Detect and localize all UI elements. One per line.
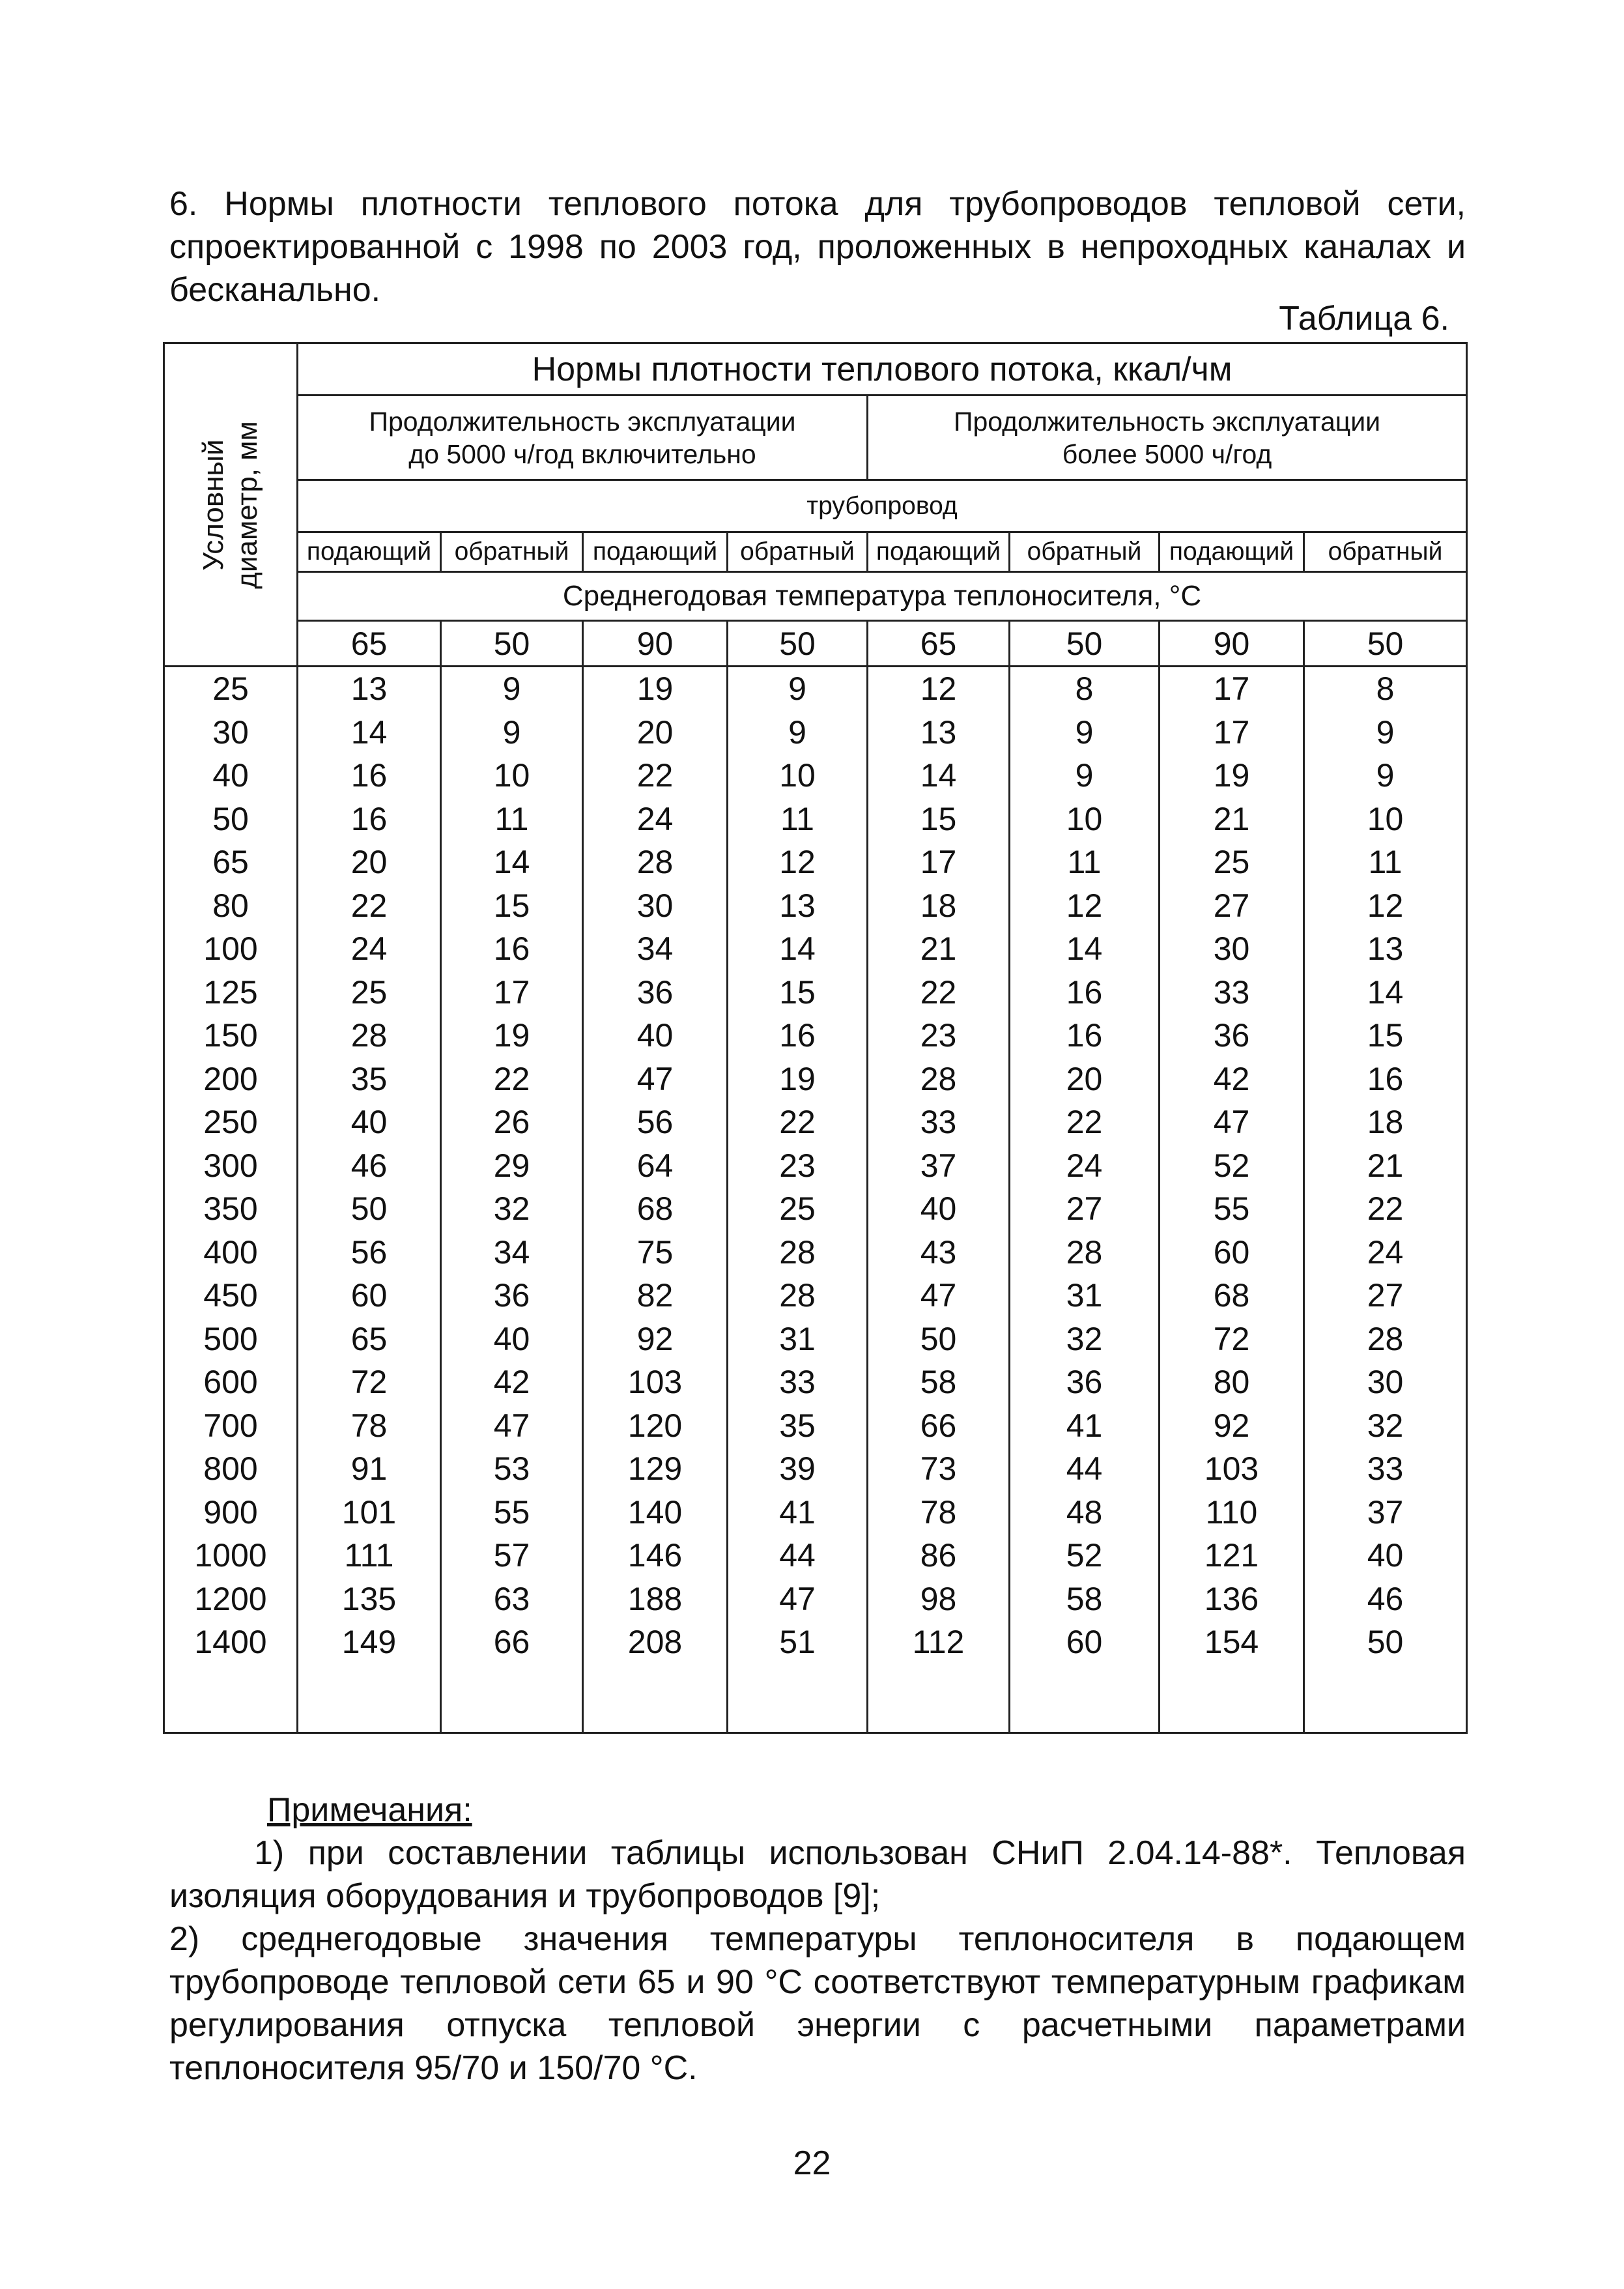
- value-cell: 44: [1010, 1447, 1160, 1491]
- value-cell: 9: [728, 667, 868, 711]
- value-cell: 75: [583, 1231, 728, 1274]
- value-cell: 15: [1304, 1014, 1467, 1058]
- diameter-header-text: Условный диаметр, мм: [197, 420, 263, 589]
- pipe-kind-cell: обратный: [728, 532, 868, 572]
- diameter-cell: 900: [164, 1491, 298, 1534]
- value-cell: 120: [583, 1404, 728, 1448]
- value-cell: 50: [298, 1187, 441, 1231]
- value-cell: 17: [441, 971, 583, 1015]
- value-cell: 36: [441, 1274, 583, 1317]
- value-cell: 52: [1010, 1534, 1160, 1577]
- value-cell: 28: [728, 1274, 868, 1317]
- value-cell: 10: [441, 754, 583, 798]
- diameter-cell: 25: [164, 667, 298, 711]
- temperature-cell: 65: [868, 621, 1010, 667]
- value-cell: 31: [1010, 1274, 1160, 1317]
- diameter-cell: 40: [164, 754, 298, 798]
- value-cell: 42: [1160, 1058, 1304, 1101]
- value-cell: 66: [441, 1620, 583, 1664]
- value-cell: 13: [1304, 927, 1467, 971]
- value-cell: 47: [583, 1058, 728, 1101]
- diameter-cell: 300: [164, 1144, 298, 1188]
- diameter-cell: 100: [164, 927, 298, 971]
- value-cell: 12: [728, 841, 868, 884]
- pipe-kind-cell: обратный: [1304, 532, 1467, 572]
- value-cell: 50: [1304, 1620, 1467, 1664]
- value-cell: 86: [868, 1534, 1010, 1577]
- temperature-cell: 50: [1304, 621, 1467, 667]
- value-cell: 14: [1304, 971, 1467, 1015]
- diameter-cell: 1400: [164, 1620, 298, 1664]
- value-cell: 24: [1010, 1144, 1160, 1188]
- value-cell: 28: [868, 1058, 1010, 1101]
- value-cell: 14: [728, 927, 868, 971]
- table-row: [164, 711, 1467, 755]
- value-cell: 21: [868, 927, 1010, 971]
- value-cell: 50: [868, 1317, 1010, 1361]
- temperature-cell: 90: [583, 621, 728, 667]
- value-cell: 58: [868, 1360, 1010, 1404]
- value-cell: 20: [583, 711, 728, 755]
- value-cell: 72: [298, 1360, 441, 1404]
- value-cell: 58: [1010, 1577, 1160, 1621]
- value-cell: 22: [441, 1058, 583, 1101]
- diameter-cell: 65: [164, 841, 298, 884]
- value-cell: 101: [298, 1491, 441, 1534]
- value-cell: 12: [868, 667, 1010, 711]
- value-cell: 28: [583, 841, 728, 884]
- table-caption: Таблица 6.: [1279, 300, 1449, 338]
- value-cell: 154: [1160, 1620, 1304, 1664]
- value-cell: 28: [298, 1014, 441, 1058]
- value-cell: 25: [728, 1187, 868, 1231]
- value-cell: 72: [1160, 1317, 1304, 1361]
- value-cell: 16: [728, 1014, 868, 1058]
- value-cell: 35: [298, 1058, 441, 1101]
- note-item: 2) среднегодовые значения температуры теплоносителя в подающем трубопроводе тепловой сети 65 и 90 °С соответствуют температурным графикам регулирования отпуска тепловой энергии с расчетными параметрами теплоносителя 95/70 и 150/70 °С.: [169, 1920, 1466, 2087]
- value-cell: 9: [728, 711, 868, 755]
- diameter-cell: 125: [164, 971, 298, 1015]
- value-cell: 22: [298, 884, 441, 928]
- value-cell: 22: [728, 1101, 868, 1144]
- table-row: [164, 1577, 1467, 1621]
- empty-cell: [583, 1664, 728, 1733]
- value-cell: 73: [868, 1447, 1010, 1491]
- value-cell: 60: [1160, 1231, 1304, 1274]
- value-cell: 48: [1010, 1491, 1160, 1534]
- value-cell: 21: [1160, 798, 1304, 841]
- value-cell: 56: [583, 1101, 728, 1144]
- value-cell: 14: [441, 841, 583, 884]
- value-cell: 40: [298, 1101, 441, 1144]
- value-cell: 36: [1010, 1360, 1160, 1404]
- value-cell: 21: [1304, 1144, 1467, 1188]
- diameter-cell: 200: [164, 1058, 298, 1101]
- pipeline-header: трубопровод: [298, 480, 1467, 532]
- value-cell: 37: [868, 1144, 1010, 1188]
- value-cell: 22: [1304, 1187, 1467, 1231]
- value-cell: 40: [583, 1014, 728, 1058]
- value-cell: 42: [441, 1360, 583, 1404]
- value-cell: 68: [1160, 1274, 1304, 1317]
- diameter-cell: 350: [164, 1187, 298, 1231]
- value-cell: 29: [441, 1144, 583, 1188]
- pipe-kind-cell: подающий: [1160, 532, 1304, 572]
- table-row: [164, 1534, 1467, 1577]
- value-cell: 111: [298, 1534, 441, 1577]
- value-cell: 13: [298, 667, 441, 711]
- value-cell: 55: [1160, 1187, 1304, 1231]
- value-cell: 9: [1010, 711, 1160, 755]
- diameter-cell: 250: [164, 1101, 298, 1144]
- value-cell: 37: [1304, 1491, 1467, 1534]
- value-cell: 129: [583, 1447, 728, 1491]
- value-cell: 63: [441, 1577, 583, 1621]
- temperature-header: Среднегодовая температура теплоносителя, °С: [298, 572, 1467, 621]
- table-row: [164, 1058, 1467, 1101]
- value-cell: 66: [868, 1404, 1010, 1448]
- value-cell: 25: [1160, 841, 1304, 884]
- value-cell: 22: [868, 971, 1010, 1015]
- value-cell: 18: [1304, 1101, 1467, 1144]
- value-cell: 32: [441, 1187, 583, 1231]
- value-cell: 34: [441, 1231, 583, 1274]
- value-cell: 47: [868, 1274, 1010, 1317]
- value-cell: 9: [441, 711, 583, 755]
- value-cell: 57: [441, 1534, 583, 1577]
- value-cell: 92: [1160, 1404, 1304, 1448]
- value-cell: 33: [728, 1360, 868, 1404]
- value-cell: 11: [728, 798, 868, 841]
- table-row: [164, 1231, 1467, 1274]
- value-cell: 16: [1010, 971, 1160, 1015]
- value-cell: 24: [583, 798, 728, 841]
- table-row: [164, 1014, 1467, 1058]
- temperature-cell: 90: [1160, 621, 1304, 667]
- page-number: 22: [793, 2144, 831, 2182]
- diameter-cell: 400: [164, 1231, 298, 1274]
- notes-section: [169, 1789, 1466, 2090]
- value-cell: 47: [728, 1577, 868, 1621]
- table-row: [164, 1144, 1467, 1188]
- diameter-cell: 50: [164, 798, 298, 841]
- value-cell: 208: [583, 1620, 728, 1664]
- diameter-cell: 150: [164, 1014, 298, 1058]
- value-cell: 39: [728, 1447, 868, 1491]
- value-cell: 11: [1304, 841, 1467, 884]
- value-cell: 19: [728, 1058, 868, 1101]
- table-body: [164, 667, 1467, 1733]
- table-row: [164, 1101, 1467, 1144]
- table-row: [164, 1620, 1467, 1664]
- empty-cell: [164, 1664, 298, 1733]
- value-cell: 121: [1160, 1534, 1304, 1577]
- value-cell: 53: [441, 1447, 583, 1491]
- pipe-kind-cell: подающий: [583, 532, 728, 572]
- temperature-cell: 50: [441, 621, 583, 667]
- value-cell: 19: [441, 1014, 583, 1058]
- value-cell: 40: [868, 1187, 1010, 1231]
- value-cell: 18: [868, 884, 1010, 928]
- table-row: [164, 1447, 1467, 1491]
- value-cell: 16: [298, 798, 441, 841]
- value-cell: 65: [298, 1317, 441, 1361]
- value-cell: 8: [1304, 667, 1467, 711]
- value-cell: 20: [298, 841, 441, 884]
- value-cell: 24: [1304, 1231, 1467, 1274]
- value-cell: 17: [868, 841, 1010, 884]
- value-cell: 19: [583, 667, 728, 711]
- value-cell: 47: [441, 1404, 583, 1448]
- pipe-kind-row: [164, 532, 1467, 572]
- heat-flux-norms-table: [163, 342, 1468, 1734]
- value-cell: 22: [583, 754, 728, 798]
- value-cell: 64: [583, 1144, 728, 1188]
- diameter-cell: 700: [164, 1404, 298, 1448]
- value-cell: 26: [441, 1101, 583, 1144]
- value-cell: 9: [441, 667, 583, 711]
- value-cell: 15: [441, 884, 583, 928]
- value-cell: 14: [298, 711, 441, 755]
- value-cell: 30: [583, 884, 728, 928]
- value-cell: 146: [583, 1534, 728, 1577]
- value-cell: 31: [728, 1317, 868, 1361]
- value-cell: 16: [441, 927, 583, 971]
- value-cell: 15: [728, 971, 868, 1015]
- diameter-cell: 30: [164, 711, 298, 755]
- value-cell: 10: [1010, 798, 1160, 841]
- temperature-row: [164, 621, 1467, 667]
- section-heading: 6. Нормы плотности теплового потока для трубопроводов тепловой сети, спроектированной с 1998 по 2003 год, проложенных в непроходных каналах и бесканально.: [169, 185, 1466, 309]
- temperature-cell: 65: [298, 621, 441, 667]
- value-cell: 15: [868, 798, 1010, 841]
- value-cell: 30: [1304, 1360, 1467, 1404]
- value-cell: 16: [1010, 1014, 1160, 1058]
- diameter-cell: 450: [164, 1274, 298, 1317]
- value-cell: 47: [1160, 1101, 1304, 1144]
- duration-header-1: Продолжительность эксплуатации до 5000 ч/год включительно: [298, 396, 868, 480]
- value-cell: 33: [868, 1101, 1010, 1144]
- value-cell: 10: [728, 754, 868, 798]
- value-cell: 41: [1010, 1404, 1160, 1448]
- value-cell: 11: [1010, 841, 1160, 884]
- pipe-kind-cell: обратный: [441, 532, 583, 572]
- value-cell: 13: [728, 884, 868, 928]
- empty-cell: [1160, 1664, 1304, 1733]
- table-padding-row: [164, 1664, 1467, 1733]
- value-cell: 11: [441, 798, 583, 841]
- table-row: [164, 1317, 1467, 1361]
- empty-cell: [298, 1664, 441, 1733]
- table-row: [164, 1360, 1467, 1404]
- value-cell: 32: [1304, 1404, 1467, 1448]
- value-cell: 23: [728, 1144, 868, 1188]
- diameter-cell: 800: [164, 1447, 298, 1491]
- value-cell: 16: [298, 754, 441, 798]
- table-row: [164, 884, 1467, 928]
- value-cell: 8: [1010, 667, 1160, 711]
- value-cell: 136: [1160, 1577, 1304, 1621]
- table-row: [164, 667, 1467, 711]
- value-cell: 140: [583, 1491, 728, 1534]
- empty-cell: [1304, 1664, 1467, 1733]
- value-cell: 13: [868, 711, 1010, 755]
- value-cell: 28: [728, 1231, 868, 1274]
- diameter-cell: 1000: [164, 1534, 298, 1577]
- value-cell: 17: [1160, 711, 1304, 755]
- value-cell: 14: [868, 754, 1010, 798]
- empty-cell: [441, 1664, 583, 1733]
- value-cell: 28: [1010, 1231, 1160, 1274]
- diameter-cell: 1200: [164, 1577, 298, 1621]
- main-header: Нормы плотности теплового потока, ккал/чм: [298, 343, 1467, 396]
- value-cell: 51: [728, 1620, 868, 1664]
- value-cell: 34: [583, 927, 728, 971]
- value-cell: 30: [1160, 927, 1304, 971]
- pipe-kind-cell: обратный: [1010, 532, 1160, 572]
- diameter-cell: 80: [164, 884, 298, 928]
- value-cell: 17: [1160, 667, 1304, 711]
- value-cell: 14: [1010, 927, 1160, 971]
- value-cell: 103: [583, 1360, 728, 1404]
- value-cell: 103: [1160, 1447, 1304, 1491]
- value-cell: 32: [1010, 1317, 1160, 1361]
- empty-cell: [728, 1664, 868, 1733]
- table-row: [164, 1404, 1467, 1448]
- value-cell: 27: [1304, 1274, 1467, 1317]
- pipe-kind-cell: подающий: [298, 532, 441, 572]
- value-cell: 9: [1304, 711, 1467, 755]
- value-cell: 135: [298, 1577, 441, 1621]
- value-cell: 24: [298, 927, 441, 971]
- value-cell: 98: [868, 1577, 1010, 1621]
- table-row: [164, 841, 1467, 884]
- diameter-cell: 600: [164, 1360, 298, 1404]
- value-cell: 46: [298, 1144, 441, 1188]
- value-cell: 78: [868, 1491, 1010, 1534]
- value-cell: 80: [1160, 1360, 1304, 1404]
- table-row: [164, 1491, 1467, 1534]
- value-cell: 60: [1010, 1620, 1160, 1664]
- pipe-kind-cell: подающий: [868, 532, 1010, 572]
- value-cell: 188: [583, 1577, 728, 1621]
- value-cell: 35: [728, 1404, 868, 1448]
- value-cell: 46: [1304, 1577, 1467, 1621]
- value-cell: 33: [1160, 971, 1304, 1015]
- value-cell: 22: [1010, 1101, 1160, 1144]
- value-cell: 16: [1304, 1058, 1467, 1101]
- value-cell: 149: [298, 1620, 441, 1664]
- table-row: [164, 971, 1467, 1015]
- value-cell: 28: [1304, 1317, 1467, 1361]
- diameter-cell: 500: [164, 1317, 298, 1361]
- value-cell: 12: [1304, 884, 1467, 928]
- value-cell: 110: [1160, 1491, 1304, 1534]
- value-cell: 60: [298, 1274, 441, 1317]
- value-cell: 10: [1304, 798, 1467, 841]
- empty-cell: [868, 1664, 1010, 1733]
- note-item: 1) при составлении таблицы использован СНиП 2.04.14-88*. Тепловая изоляция оборудования и трубопроводов [9];: [169, 1834, 1466, 1915]
- value-cell: 23: [868, 1014, 1010, 1058]
- value-cell: 27: [1010, 1187, 1160, 1231]
- value-cell: 56: [298, 1231, 441, 1274]
- duration-header-2: Продолжительность эксплуатации более 5000 ч/год: [868, 396, 1467, 480]
- table-row: [164, 1187, 1467, 1231]
- value-cell: 40: [1304, 1534, 1467, 1577]
- value-cell: 33: [1304, 1447, 1467, 1491]
- value-cell: 36: [583, 971, 728, 1015]
- value-cell: 20: [1010, 1058, 1160, 1101]
- value-cell: 41: [728, 1491, 868, 1534]
- table-header: [164, 343, 1467, 667]
- value-cell: 112: [868, 1620, 1010, 1664]
- value-cell: 44: [728, 1534, 868, 1577]
- value-cell: 92: [583, 1317, 728, 1361]
- table-row: [164, 798, 1467, 841]
- value-cell: 25: [298, 971, 441, 1015]
- value-cell: 9: [1010, 754, 1160, 798]
- table-row: [164, 927, 1467, 971]
- table-row: [164, 754, 1467, 798]
- value-cell: 36: [1160, 1014, 1304, 1058]
- value-cell: 43: [868, 1231, 1010, 1274]
- value-cell: 91: [298, 1447, 441, 1491]
- value-cell: 27: [1160, 884, 1304, 928]
- temperature-cell: 50: [728, 621, 868, 667]
- value-cell: 19: [1160, 754, 1304, 798]
- value-cell: 55: [441, 1491, 583, 1534]
- value-cell: 82: [583, 1274, 728, 1317]
- value-cell: 78: [298, 1404, 441, 1448]
- value-cell: 68: [583, 1187, 728, 1231]
- value-cell: 52: [1160, 1144, 1304, 1188]
- empty-cell: [1010, 1664, 1160, 1733]
- temperature-cell: 50: [1010, 621, 1160, 667]
- table-row: [164, 1274, 1467, 1317]
- value-cell: 40: [441, 1317, 583, 1361]
- notes-title: Примечания:: [267, 1791, 472, 1829]
- diameter-header: [164, 343, 298, 667]
- value-cell: 12: [1010, 884, 1160, 928]
- value-cell: 9: [1304, 754, 1467, 798]
